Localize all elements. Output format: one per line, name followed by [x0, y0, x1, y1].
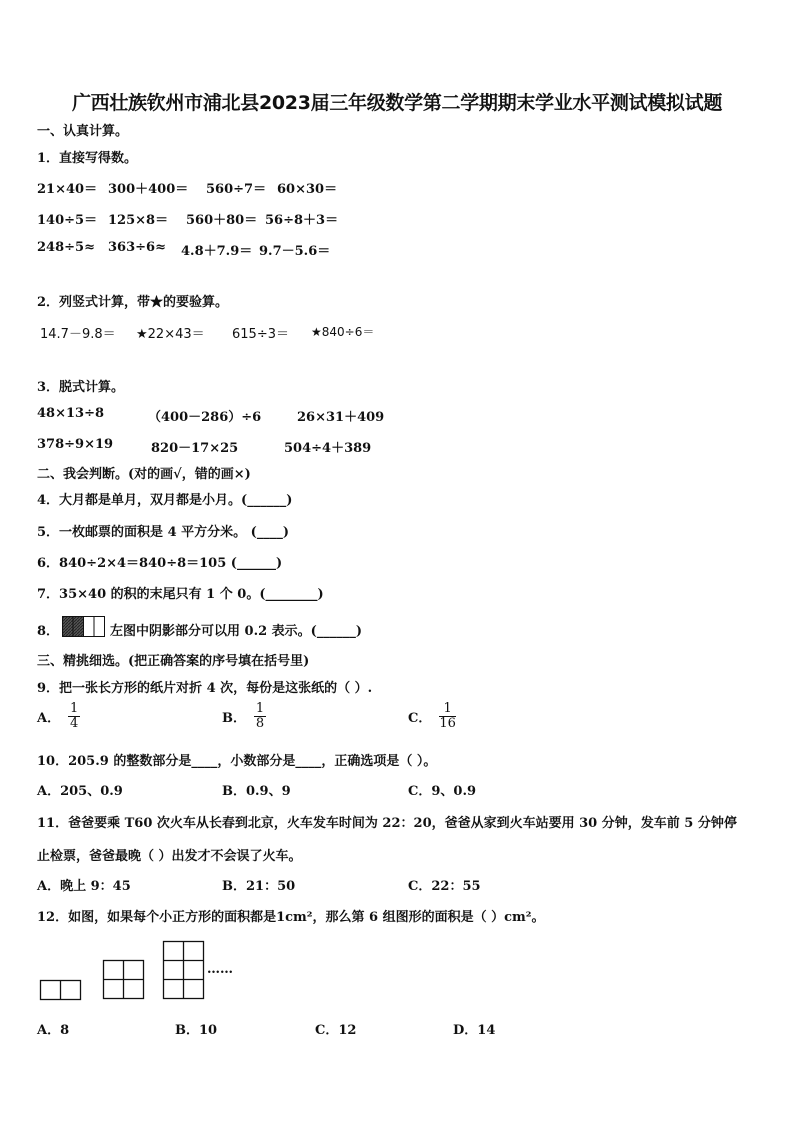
step-calc-item: 26×31＋409 [297, 410, 385, 425]
calc-item: 4.8＋7.9＝ [181, 244, 253, 259]
option-c: C．12 [315, 1023, 357, 1038]
shaded-strip-figure [62, 616, 106, 638]
option-a: A．205、0.9 [37, 784, 123, 799]
calc-item: 560＋80＝ [186, 213, 258, 228]
calc-item: 9.7－5.6＝ [259, 244, 331, 259]
question-3-label: 3．脱式计算。 [37, 380, 125, 395]
question-11-line2: 止检票，爸爸最晚（ ）出发才不会误了火车。 [37, 849, 302, 864]
step-calc-item: 504÷4＋389 [284, 441, 372, 456]
option-b: B． $\frac{1}{8}$ [222, 701, 265, 731]
option-b: B．21：50 [222, 879, 296, 894]
vertical-calc-item: 14.7－9.8＝ [40, 327, 116, 342]
question-1-label: 1．直接写得数。 [37, 151, 138, 166]
option-c: C．22：55 [408, 879, 481, 894]
step-calc-item: 820－17×25 [151, 441, 239, 456]
calc-item: 21×40＝ [37, 182, 98, 197]
judge-item: 左图中阴影部分可以用 0.2 表示。(______) [110, 624, 362, 639]
option-b: B．10 [175, 1023, 218, 1038]
question-11-line1: 11．爸爸要乘 T60 次火车从长春到北京，火车发车时间为 22：20，爸爸从家到火车站要用 30 分钟，发车前 5 分钟停 [37, 816, 737, 831]
option-b: B．0.9、9 [222, 784, 291, 799]
section-2-heading: 二、我会判断。(对的画√，错的画×) [37, 467, 251, 482]
calc-item: 56÷8＋3＝ [265, 213, 339, 228]
question-8-label: 8． [37, 624, 60, 639]
square-figure-group-3 [163, 941, 205, 1000]
question-10-text: 10．205.9 的整数部分是____，小数部分是____，正确选项是（ ）。 [37, 754, 437, 769]
fraction: $\frac{1}{8}$ [255, 701, 265, 731]
step-calc-item: （400－286）÷6 [148, 410, 262, 425]
vertical-calc-item: ★22×43＝ [136, 327, 205, 342]
option-a: A． $\frac{1}{4}$ [37, 701, 79, 731]
calc-item: 125×8＝ [108, 213, 169, 228]
calc-item: 60×30＝ [277, 182, 338, 197]
option-d: D．14 [453, 1023, 496, 1038]
option-c: C． $\frac{1}{16}$ [408, 701, 456, 731]
calc-item: 363÷6≈ [108, 240, 166, 255]
question-9-text: 9．把一张长方形的纸片对折 4 次，每份是这张纸的（ ）. [37, 681, 373, 696]
section-3-heading: 三、精挑细选。(把正确答案的序号填在括号里) [37, 654, 310, 669]
calc-item: 248÷5≈ [37, 240, 95, 255]
option-a: A．晚上 9：45 [37, 879, 131, 894]
square-figure-group-2 [103, 960, 145, 1000]
calc-item: 560÷7＝ [206, 182, 267, 197]
vertical-calc-item: 615÷3＝ [232, 327, 289, 342]
judge-item: 6．840÷2×4＝840÷8＝105 (______) [37, 556, 283, 571]
option-a: A．8 [37, 1023, 70, 1038]
page-title: 广西壮族钦州市浦北县2023届三年级数学第二学期期末学业水平测试模拟试题 [71, 92, 723, 114]
step-calc-item: 48×13÷8 [37, 406, 105, 421]
option-c: C．9、0.9 [408, 784, 477, 799]
fraction: $\frac{1}{4}$ [69, 701, 79, 731]
section-1-heading: 一、认真计算。 [37, 124, 129, 139]
step-calc-item: 378÷9×19 [37, 437, 114, 452]
vertical-calc-item: ★840÷6＝ [311, 325, 375, 339]
judge-item: 4．大月都是单月，双月都是小月。(______) [37, 493, 293, 508]
ellipsis: …… [207, 962, 233, 977]
fraction: $\frac{1}{16}$ [439, 701, 456, 731]
calc-item: 300＋400＝ [108, 182, 189, 197]
question-12-text: 12．如图，如果每个小正方形的面积都是1cm²，那么第 6 组图形的面积是（ ）cm²。 [37, 910, 545, 925]
judge-item: 5．一枚邮票的面积是 4 平方分米。 (____) [37, 525, 289, 540]
question-2-label: 2．列竖式计算，带★的要验算。 [37, 295, 229, 310]
calc-item: 140÷5＝ [37, 213, 98, 228]
judge-item: 7．35×40 的积的末尾只有 1 个 0。(________) [37, 587, 324, 602]
square-figure-group-1 [40, 980, 82, 1001]
